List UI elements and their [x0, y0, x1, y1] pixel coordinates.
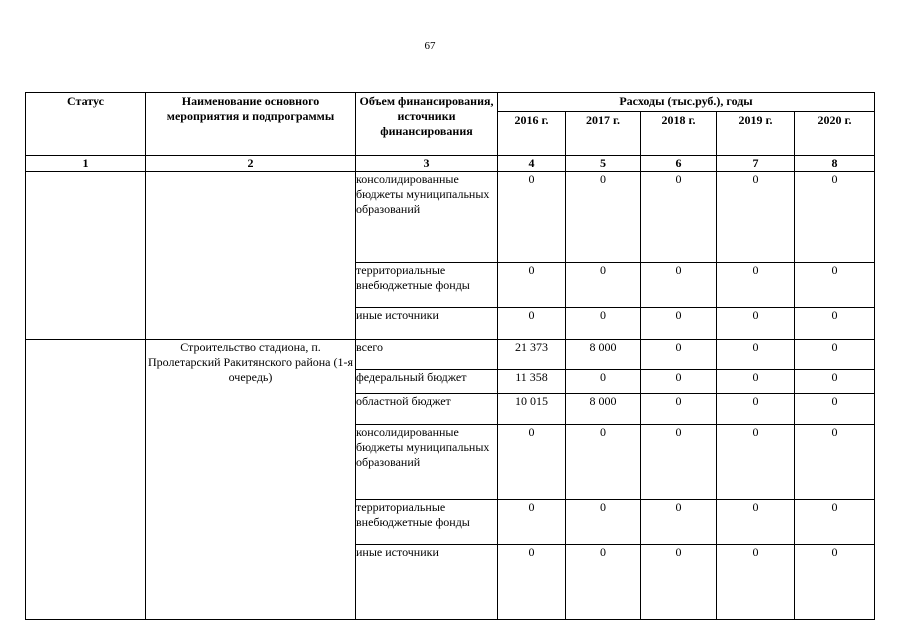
header-status: Статус	[26, 93, 146, 156]
expense-value-cell: 0	[566, 308, 641, 340]
expense-value-cell: 0	[717, 500, 795, 545]
header-year: 2018 г.	[641, 112, 717, 156]
expense-value-cell: 0	[641, 263, 717, 308]
expense-value-cell: 0	[717, 425, 795, 500]
expense-value-cell: 0	[498, 500, 566, 545]
expense-value-cell: 0	[566, 425, 641, 500]
funding-source-cell: консолидированные бюджеты муниципальных образований	[356, 425, 498, 500]
expense-value-cell: 21 373	[498, 340, 566, 370]
expense-value-cell: 0	[795, 340, 875, 370]
header-year: 2019 г.	[717, 112, 795, 156]
column-numbers-row	[26, 156, 875, 172]
expense-value-cell: 0	[498, 263, 566, 308]
funding-source-cell: федеральный бюджет	[356, 370, 498, 394]
expense-value-cell: 0	[566, 500, 641, 545]
expense-value-cell: 11 358	[498, 370, 566, 394]
column-number: 1	[26, 156, 146, 172]
column-number: 6	[641, 156, 717, 172]
header-expenses: Расходы (тыс.руб.), годы	[498, 93, 875, 112]
status-cell	[26, 172, 146, 340]
funding-source-cell: территориальные внебюджетные фонды	[356, 500, 498, 545]
column-number: 5	[566, 156, 641, 172]
expense-value-cell: 0	[498, 308, 566, 340]
expense-value-cell: 0	[566, 545, 641, 620]
expense-value-cell: 0	[795, 394, 875, 425]
expense-value-cell: 0	[795, 263, 875, 308]
expense-value-cell: 8 000	[566, 394, 641, 425]
expense-value-cell: 0	[795, 370, 875, 394]
column-number: 2	[146, 156, 356, 172]
column-number: 3	[356, 156, 498, 172]
funding-source-cell: областной бюджет	[356, 394, 498, 425]
expense-value-cell: 0	[641, 340, 717, 370]
expense-value-cell: 0	[566, 263, 641, 308]
expense-value-cell: 0	[566, 370, 641, 394]
expense-value-cell: 0	[717, 394, 795, 425]
measure-name-cell	[146, 172, 356, 340]
expense-value-cell: 0	[717, 545, 795, 620]
table-body	[26, 93, 875, 620]
expense-value-cell: 0	[641, 545, 717, 620]
column-number: 4	[498, 156, 566, 172]
expense-value-cell: 0	[795, 308, 875, 340]
measure-name-cell: Строительство стадиона, п. Пролетарский Ракитянского района (1-я очередь)	[146, 340, 356, 620]
expense-value-cell: 0	[641, 500, 717, 545]
expense-value-cell: 0	[795, 500, 875, 545]
table-row	[26, 172, 875, 263]
column-number: 8	[795, 156, 875, 172]
expense-value-cell: 0	[717, 370, 795, 394]
expense-value-cell: 0	[795, 172, 875, 263]
expense-value-cell: 0	[641, 308, 717, 340]
funding-source-cell: консолидированные бюджеты муниципальных образований	[356, 172, 498, 263]
expense-value-cell: 0	[498, 425, 566, 500]
expense-value-cell: 8 000	[566, 340, 641, 370]
expense-value-cell: 0	[717, 308, 795, 340]
column-number: 7	[717, 156, 795, 172]
expense-value-cell: 0	[498, 545, 566, 620]
funding-source-cell: территориальные внебюджетные фонды	[356, 263, 498, 308]
status-cell	[26, 340, 146, 620]
expense-value-cell: 0	[717, 340, 795, 370]
expense-value-cell: 0	[641, 370, 717, 394]
funding-source-cell: иные источники	[356, 545, 498, 620]
expense-value-cell: 0	[717, 263, 795, 308]
expense-value-cell: 0	[641, 425, 717, 500]
expense-value-cell: 0	[641, 394, 717, 425]
expense-value-cell: 0	[641, 172, 717, 263]
table-row	[26, 340, 875, 370]
header-volume: Объем финансирования, источники финансирования	[356, 93, 498, 156]
expense-value-cell: 0	[717, 172, 795, 263]
header-year: 2016 г.	[498, 112, 566, 156]
header-row	[26, 93, 875, 112]
header-name: Наименование основного мероприятия и подпрограммы	[146, 93, 356, 156]
expense-value-cell: 0	[795, 425, 875, 500]
expense-value-cell: 0	[795, 545, 875, 620]
funding-source-cell: иные источники	[356, 308, 498, 340]
financing-table	[25, 92, 875, 620]
funding-source-cell: всего	[356, 340, 498, 370]
expense-value-cell: 0	[498, 172, 566, 263]
header-year: 2017 г.	[566, 112, 641, 156]
header-year: 2020 г.	[795, 112, 875, 156]
page-number: 67	[424, 40, 436, 52]
expense-value-cell: 10 015	[498, 394, 566, 425]
expense-value-cell: 0	[566, 172, 641, 263]
